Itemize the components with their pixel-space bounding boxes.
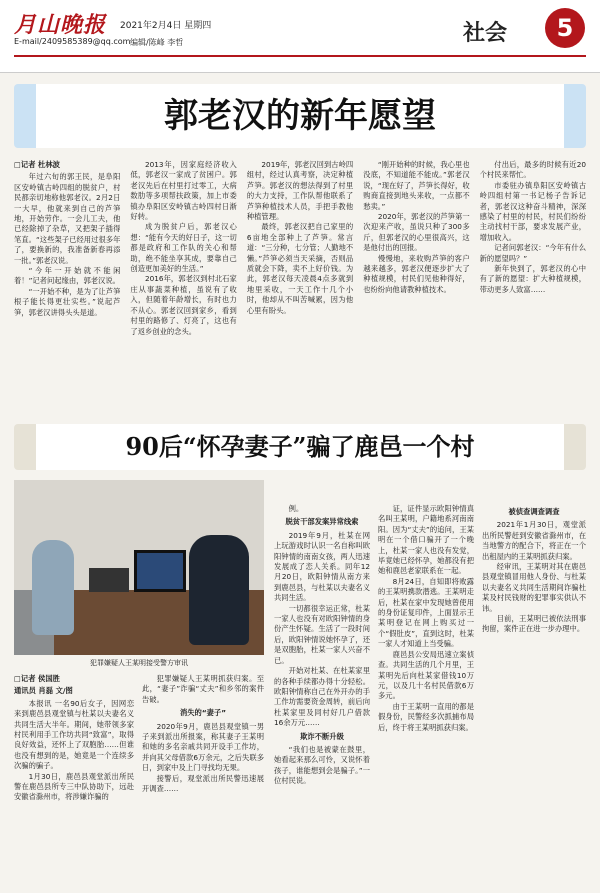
paragraph: 成为脱贫户后，郭老汉心想：“能有今天的好日子，这一切都是政府和工作队的关心和帮助，绝不能坐享其成，要靠自己创造更加美好的生活。” (130, 222, 237, 274)
masthead: 月山晚报 (14, 12, 107, 38)
story-1-column-5 (480, 160, 586, 398)
paragraph: 2020年，郭老汉的芦笋第一次迎来产收，虽说只种了300多斤，但郭老汉的心里很高兴，这是他付出的回报。 (363, 212, 470, 253)
story-1-byline: □记者 杜林波 (14, 160, 60, 169)
paragraph: 年过六旬的郭王民，是阜阳区安岭镇古岭四组的脱贫户，村民都亲切地称他郭老汉。2月2日一大早，他就来到自己的芦笋地，开始劳作。一会儿工夫，他已经除掉了杂草，又把架子插得笔直。“这些架子已经用过很多年了，要换新的，我准备新春再添一批。”郭老汉说。 (14, 172, 121, 265)
story-1-column-3 (247, 160, 353, 398)
story-2-column-4 (378, 504, 474, 879)
story-2-headline: 90后“怀孕妻子”骗了鹿邑一个村 (14, 424, 586, 470)
story-2 (14, 418, 586, 884)
paragraph: “今年一开始就不能闲着！”记者问起缘由，郭老汉说。 (14, 266, 121, 286)
issue-date: 2021年2月4日 星期四 (120, 21, 212, 31)
editors: 编辑/陈峰 李哲 (130, 38, 184, 47)
paragraph: 2016年，郭老汉到村北石家庄从事蔬菜种植，虽说有了收入，但随着年龄增长，有时也力不从心。郭老汉回到家乡，看到村里的路修了、灯亮了，这也有了返乡创业的念头。 (130, 274, 237, 336)
photo-suspect (32, 540, 74, 635)
paragraph: 证，证件显示欧阳钟情真名叫王某明，户籍地系河南南阳。因为“丈夫”的追问，王某明在一个借口骗开了一个晚上，杜某一家人也没有发觉，毕竟她已经怀孕，她都没有把她和鹿邑老家联系在一起。 (378, 504, 474, 576)
photo-monitor (134, 550, 186, 592)
paragraph: 鹿邑县公安局迅速立案侦查。共同生活的几个月里，王某明先后向杜某家借钱10万元，以及几十名村民借款6万多元。 (378, 649, 474, 701)
paragraph: “我们也是被蒙在鼓里，她看起来那么可怜，又说怀着孩子，谁能想到会是骗子。”一位村民说。 (274, 744, 370, 786)
story-1 (14, 78, 586, 398)
page-number-badge: 5 (545, 8, 585, 48)
paragraph: 目前，王某明已被依法刑事拘留，案件正在进一步办理中。 (482, 614, 586, 634)
photo-caption: 犯罪嫌疑人王某明接受警方审讯 (90, 659, 188, 667)
story-1-column-2 (130, 160, 236, 398)
section-title: 社会 (463, 20, 508, 46)
photo-officer (189, 535, 249, 645)
paragraph: 本报讯 一名90后女子，因网恋来到鹿邑县观堂镇与杜某以夫妻名义共同生活大半年。期间，她带领多家村民利用手工作坊共同“致富”，取得良好效益，还怀上了双胞胎……但谁也没有想到的是，她竟是一个连续多次骗的骗子。 (14, 698, 134, 771)
contact-email: E-mail/2409585389@qq.com (14, 37, 131, 46)
photo-printer (89, 568, 129, 592)
subhead: 脱贫干部发案异常线索 (285, 517, 359, 527)
paragraph: 8月24日，自知即将败露的王某明携款潜逃。王某明走后，杜某在家中发现她曾使用的身份证复印件，上面显示王某明登记在网上购买过一个“假肚皮”，直到这时，杜某一家人才知道上当受骗。 (378, 576, 474, 649)
story-1-column-4 (363, 160, 469, 398)
paragraph: 最终，郭老汉把自己家里的6亩地全部种上了芦笋。常言道：“三分种，七分管；人勤地不懒。”芦笋必须当天采摘，否则品质就会下降，卖不上好价钱。为此，郭老汉每天凌晨4点多就到地里采收，一天工作十几个小时，他却从不叫苦喊累，因为他心里有盼头。 (246, 222, 354, 315)
subhead: 消失的“妻子” (179, 708, 227, 718)
paragraph: 由于王某明一直用的都是假身份，民警经多次抓捕布局后，终于将王某明抓获归案。 (378, 701, 474, 732)
paragraph: 2019年9月，杜某在网上玩游戏时认识一名自称叫欧阳钟情的南南女孩，两人迅速发展成了恋人关系。同年12月20日，欧阳钟情从南方来到鹿邑县，与杜某以夫妻名义共同生活。 (274, 530, 370, 603)
paragraph: 一切都很幸运正常，杜某一家人也没有对欧阳钟情的身份产生怀疑。生活了一段时间后，欧阳钟情说她怀孕了，还是双胞胎，杜某一家人兴奋不已。 (274, 603, 370, 665)
paragraph: 2013年，因家庭经济收入低，郭老汉一家成了贫困户。郭老汉先后在村里打过零工，大病数肋等多项帮扶政策，加上市委镇办阜阳区安岭镇古岭四村日渐好转。 (130, 160, 237, 222)
paragraph: “一开始不种，是为了让芦笋根子能长得更壮实些。”说起芦笋，郭老汉讲得头头是道。 (14, 286, 121, 317)
paragraph: 记者问郭老汉：“今年有什么新的愿望吗？” (479, 243, 587, 263)
paragraph: 接警后，观堂派出所民警迅速展开调查…… (142, 773, 264, 794)
paragraph: 2020年9月，鹿邑县观堂镇一男子来到派出所报案，称其妻子王某明和她的多名亲戚共同开设手工作坊，并向其父母借款6万余元，之后失联多日，到家中及上门寻找均无果。 (142, 721, 264, 773)
story-1-column-1 (14, 160, 120, 398)
paragraph: 慢慢地，来收购芦笋的客户越来越多，郭老汉便逐步扩大了种植规模，村民们见他种得好，也纷纷向他请教种植技术。 (363, 253, 470, 294)
paragraph: 新年快到了，郭老汉的心中有了新的愿望：扩大种植规模，带动更多人致富…… (479, 264, 587, 294)
subhead: 被侦查调查调查 (508, 507, 560, 516)
header-rule (14, 55, 586, 57)
story-1-body (14, 160, 586, 398)
paragraph: 例。 (288, 504, 304, 513)
story-2-column-5 (482, 504, 586, 879)
story-2-byline-2: 通讯员 肖磊 文/图 (14, 686, 73, 696)
story-2-byline: □记者 侯国胜 (14, 674, 60, 683)
paragraph: “刚开始种的时候，我心里也没底，不知道能不能成。”郭老汉说，“现在好了，芦笋长得好，收购商直接到地头来收，一点都不愁卖。” (363, 160, 470, 211)
paragraph: 犯罪嫌疑人王某明抓获归案。至此，“妻子”诈骗“丈夫”和乡邻的案件告破。 (142, 674, 264, 704)
paragraph: 付出后，最多的时候有近20个村民来帮忙。 (479, 160, 587, 180)
story-2-column-1 (14, 674, 134, 879)
story-2-column-2 (142, 674, 264, 879)
story-2-column-3 (274, 504, 370, 879)
paragraph: 2021年1月30日，观堂派出所民警赶到安徽省滁州市，在当地警方的配合下，将正在一个出租屋内的王某明抓获归案。 (482, 520, 586, 561)
paragraph: 经审讯，王某明对其在鹿邑县观堂镇冒用他人身份、与杜某以夫妻名义共同生活期间诈骗杜某及村民钱财的犯罪事实供认不讳。 (482, 562, 586, 613)
paragraph: 1月30日，鹿邑县观堂派出所民警在鹿邑县所专三中队协助下，远赴安徽省滁州市，将涉嫌诈骗的 (14, 771, 134, 802)
news-photo (14, 480, 264, 655)
story-1-headline: 郭老汉的新年愿望 (14, 84, 586, 148)
paragraph: 开始对杜某、在杜某家里的各种手续都办得十分轻松。欧阳钟情称自己在外开办的手工作坊需要资金周转，前后向杜某家里及同村好几户借款16余万元…… (274, 666, 370, 728)
paragraph: 2019年，郭老汉回到古岭四组村，经过认真考察，决定种植芦笋。郭老汉的想法得到了村里的大力支持，工作队帮他联系了芦笋种植技术人员，手把手教他种植管理。 (246, 160, 354, 222)
page-header (0, 0, 600, 73)
paragraph: 市委驻办镇阜阳区安岭镇古岭四组村第一书记杨子告诉记者，郭老汉这种奋斗精神，深深感染了村里的村民，村民们纷纷主动找村干部，要求发展产业，增加收入。 (479, 180, 587, 242)
subhead: 欺诈不断升级 (300, 731, 344, 741)
